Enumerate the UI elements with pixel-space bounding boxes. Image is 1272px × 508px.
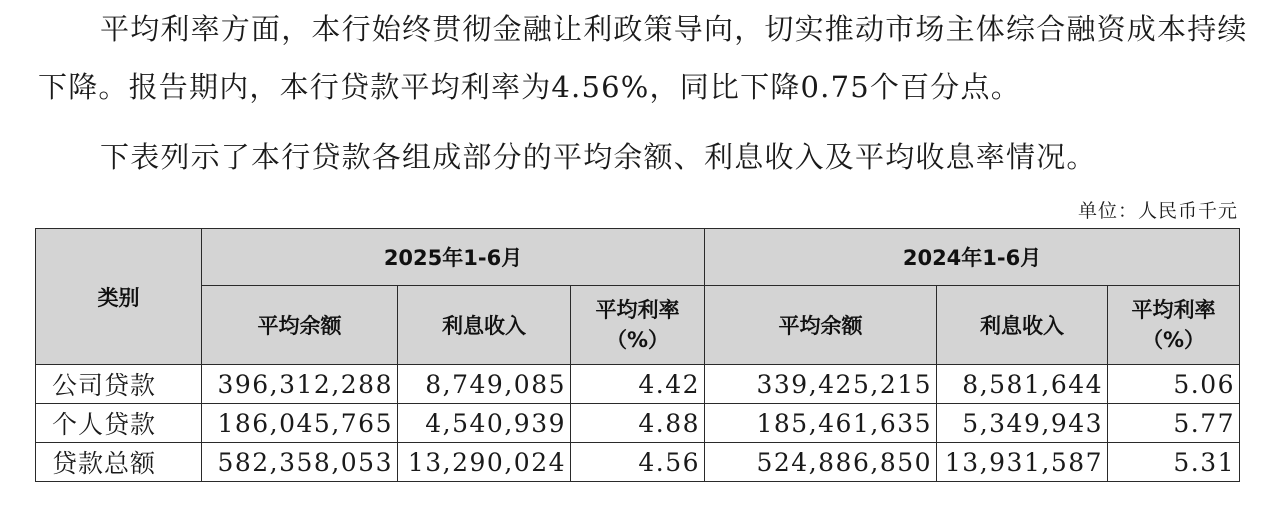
cell-interest-income-2025: 4,540,939 <box>398 404 571 443</box>
cell-avg-balance-2024: 339,425,215 <box>705 365 937 404</box>
cell-avg-balance-2025: 396,312,288 <box>202 365 398 404</box>
loan-table <box>35 228 1240 482</box>
cell-avg-rate-2025: 4.42 <box>571 365 705 404</box>
cell-interest-income-2025: 8,749,085 <box>398 365 571 404</box>
row-category: 公司贷款 <box>36 365 202 404</box>
column-header-avg-balance: 平均余额 <box>705 286 937 365</box>
cell-avg-balance-2024: 185,461,635 <box>705 404 937 443</box>
unit-label: 单位：人民币千元 <box>1077 200 1238 222</box>
column-header-interest-income: 利息收入 <box>937 286 1108 365</box>
table-row <box>36 404 1240 443</box>
cell-avg-rate-2024: 5.77 <box>1108 404 1240 443</box>
paragraph-table-intro: 下表列示了本行贷款各组成部分的平均余额、利息收入及平均收息率情况。 <box>100 140 1097 174</box>
column-header-avg-rate: 平均利率（%） <box>1108 286 1240 365</box>
table-header-row-periods <box>36 229 1240 286</box>
row-category: 贷款总额 <box>36 443 202 482</box>
column-header-interest-income: 利息收入 <box>398 286 571 365</box>
cell-avg-rate-2024: 5.06 <box>1108 365 1240 404</box>
period-header-2024: 2024年1-6月 <box>705 229 1240 286</box>
category-header: 类别 <box>36 229 202 365</box>
cell-interest-income-2025: 13,290,024 <box>398 443 571 482</box>
table-header-row-columns <box>36 286 1240 365</box>
paragraph-interest-rate: 平均利率方面，本行始终贯彻金融让利政策导向，切实推动市场主体综合融资成本持续下降。报告期内，本行贷款平均利率为4.56%，同比下降0.75个百分点。 <box>38 12 1248 104</box>
cell-avg-balance-2025: 582,358,053 <box>202 443 398 482</box>
row-category: 个人贷款 <box>36 404 202 443</box>
cell-avg-rate-2025: 4.56 <box>571 443 705 482</box>
table-row <box>36 365 1240 404</box>
cell-interest-income-2024: 5,349,943 <box>937 404 1108 443</box>
cell-avg-rate-2024: 5.31 <box>1108 443 1240 482</box>
cell-avg-rate-2025: 4.88 <box>571 404 705 443</box>
column-header-avg-rate: 平均利率（%） <box>571 286 705 365</box>
cell-avg-balance-2025: 186,045,765 <box>202 404 398 443</box>
table-row <box>36 443 1240 482</box>
cell-avg-balance-2024: 524,886,850 <box>705 443 937 482</box>
period-header-2025: 2025年1-6月 <box>202 229 705 286</box>
column-header-avg-balance: 平均余额 <box>202 286 398 365</box>
cell-interest-income-2024: 13,931,587 <box>937 443 1108 482</box>
cell-interest-income-2024: 8,581,644 <box>937 365 1108 404</box>
